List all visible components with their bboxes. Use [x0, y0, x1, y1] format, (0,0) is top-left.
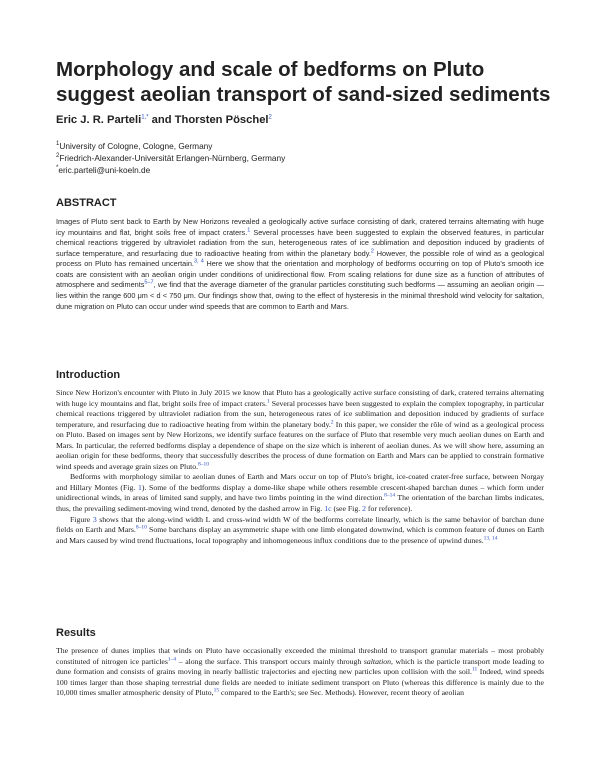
abstract-text: Images of Pluto sent back to Earth by New Horizons revealed a geologically active surface consisting of dark, cratered terrains alternating with huge icy mountains and flat, bright soils free of impact craters. [56, 217, 544, 237]
paragraph-text: Bedforms with morphology similar to aeolian dunes of Earth and Mars occur on top of Pluto's bright, ice-coated crater-free surface, between Norgay and Hillary Montes (Fig. [56, 472, 544, 492]
paragraph-text: (see Fig. [331, 504, 363, 514]
paragraph-text: – along the surface. This transport occurs mainly through [176, 656, 364, 666]
paper-title: Morphology and scale of bedforms on Pluto suggest aeolian transport of sand-sized sediments [56, 58, 551, 106]
affiliations [56, 141, 285, 176]
citation-link[interactable]: 11 [471, 666, 478, 673]
paragraph-text: Indeed, wind speeds 100 times larger than those shaping terrestrial dune fields are needed to initiate sediment transport on Pluto (whereas this difference is mainly due to the 10,000 times smaller atmospheric density of Pluto, [56, 667, 545, 698]
paragraph-text: compared to the Earth's; see Sec. Methods). However, recent theory of aeolian [219, 688, 464, 698]
affiliation-1 [56, 141, 285, 153]
citation-link[interactable]: 8–14 [384, 492, 396, 499]
paragraph-text: Since New Horizon's encounter with Pluto in July 2015 we know that Pluto has a geologically active surface consisting of dark, cratered terrains alternating with huge icy mountains and flat, bright soils free of impact craters. [56, 388, 544, 408]
affiliation-text: University of Cologne, Cologne, Germany [59, 141, 213, 151]
author-2-affil[interactable]: 2 [268, 114, 272, 121]
intro-paragraph-3 [56, 515, 544, 547]
paragraph-text: shows that the along-wind width L and cross-wind width W of the bedforms correlate linearly, which is the same behavior of barchan dune fields on Earth and Mars. [56, 514, 544, 535]
corresponding-email [56, 165, 285, 177]
abstract-text: Several processes have been suggested to explain the observed features, in particular chemical reactions triggered by ultraviolet radiation from the sun, heterogeneous rates of ice sublimation and deposition induced by gradients of surface temperature, and resurfacing due to radioactive heating from within the planetary body. [56, 227, 544, 258]
citation-link[interactable]: 1 [267, 397, 270, 404]
affiliation-2 [56, 153, 285, 165]
affiliation-marker: 1 [56, 141, 60, 148]
abstract-body [56, 217, 544, 312]
paragraph-text: The presence of dunes implies that winds on Pluto have occasionally exceeded the minimal threshold to transport granular materials – most probably constituted of nitrogen ice particles [56, 646, 544, 666]
paragraph-text: The orientation of the barchan limbs indicates, thus, the prevailing sediment-moving wind trend, denoted by the dashed arrow in Fig. [56, 493, 544, 514]
author-list [56, 114, 272, 126]
paragraph-text: In this paper, we consider the rôle of wind as a geological process on Pluto. Based on images sent by New Horizons, we identify surface features on the surface of Pluto that resemble very much aeolian dunes on Earth and Mars. In particular, the referred bedforms display a dependence of shape on the size which is inherent of aeolian dunes. As we will show here, assuming an aeolian origin for these bedforms, theory that successfully describes the process of dune formation on Earth and Mars can be applied to constrain formative wind speeds and average grain sizes on Pluto. [56, 419, 544, 471]
abstract-heading: ABSTRACT [56, 197, 117, 209]
citation-link[interactable]: 5–7 [144, 280, 154, 287]
paragraph-text: ). Some of the bedforms display a dome-like shape while others resemble crescent-shaped barchan dunes – which form under unidirectional winds, in areas of limited sand supply, and have two limbs pointing in the wind direction. [56, 482, 544, 503]
results-body [56, 646, 544, 699]
author-1-affil[interactable]: 1,* [141, 114, 149, 121]
introduction-body [56, 388, 544, 546]
abstract-text: , we find that the average diameter of the granular particles constituting such bedforms — assuming an aeolian origin — lies within the range 600 μm < d < 750 μm. Our findings show that, owing to the effect of hysteresis in the minimal threshold wind velocity for saltation, dune migration on Pluto can occur under wind speeds that are common to Earth and Mars. [56, 280, 544, 311]
affiliation-marker: 2 [56, 153, 60, 160]
citation-link[interactable]: 2 [330, 419, 334, 426]
affiliation-marker: * [56, 164, 59, 171]
introduction-heading: Introduction [56, 369, 121, 381]
citation-link[interactable]: 8–10 [198, 461, 210, 468]
paragraph-text: Several processes have been suggested to explain the complex topography, in particular chemical reactions triggered by ultraviolet radiation from the sun, heterogeneous rates of ice sublimation and deposition induced by gradients of surface temperature, and resurfacing due to radioactive heating from within the planetary body. [56, 398, 544, 429]
abstract-text: Here we show that the orientation and morphology of bedforms occurring on top of Pluto's smooth ice coats are consistent with an aeolian origin under conditions of unidirectional flow. From scaling relations for dune size as a function of attributes of atmosphere and sediments [56, 259, 544, 290]
figure-link[interactable]: 1c [324, 504, 332, 514]
figure-link[interactable]: 3 [92, 514, 97, 524]
author-conjunction: and [148, 114, 175, 126]
citation-link[interactable]: 13, 14 [483, 535, 498, 542]
citation-link[interactable]: 1 [247, 227, 251, 234]
author-2: Thorsten Pöschel [174, 114, 269, 126]
citation-link[interactable]: 2 [370, 248, 374, 255]
figure-link[interactable]: 2 [362, 504, 366, 514]
paragraph-text: , which is the particle transport mode leading to dune formation and consists of grains moving in nearly ballistic trajectories and ejecting new particles upon collision with the soil. [56, 656, 545, 677]
figure-link[interactable]: 1 [137, 482, 142, 492]
intro-paragraph-1 [56, 388, 544, 472]
abstract-text: However, the possible role of wind as a geological process on Pluto has remained uncertain. [56, 248, 544, 269]
author-1: Eric J. R. Parteli [56, 114, 142, 126]
intro-paragraph-2 [56, 472, 544, 514]
emphasis-text: saltation [363, 656, 392, 666]
paragraph-text: Figure [70, 514, 93, 524]
paragraph-text: for reference). [365, 504, 413, 514]
results-heading: Results [56, 627, 96, 639]
email-text[interactable]: eric.parteli@uni-koeln.de [58, 164, 151, 175]
affiliation-text: Friedrich-Alexander-Universität Erlangen-Nürnberg, Germany [59, 152, 286, 163]
citation-link[interactable]: 3, 4 [193, 258, 204, 265]
citation-link[interactable]: 1–4 [167, 655, 177, 662]
citation-link[interactable]: 8–10 [135, 524, 147, 531]
paragraph-text: Some barchans display an asymmetric shape with one limb elongated downwind, which is common feature of dunes on Earth and Mars caused by wind trend fluctuations, local topography and inhomogeneous influx conditions due to the presence of upwind dunes. [56, 525, 545, 545]
citation-link[interactable]: 15 [213, 687, 220, 694]
